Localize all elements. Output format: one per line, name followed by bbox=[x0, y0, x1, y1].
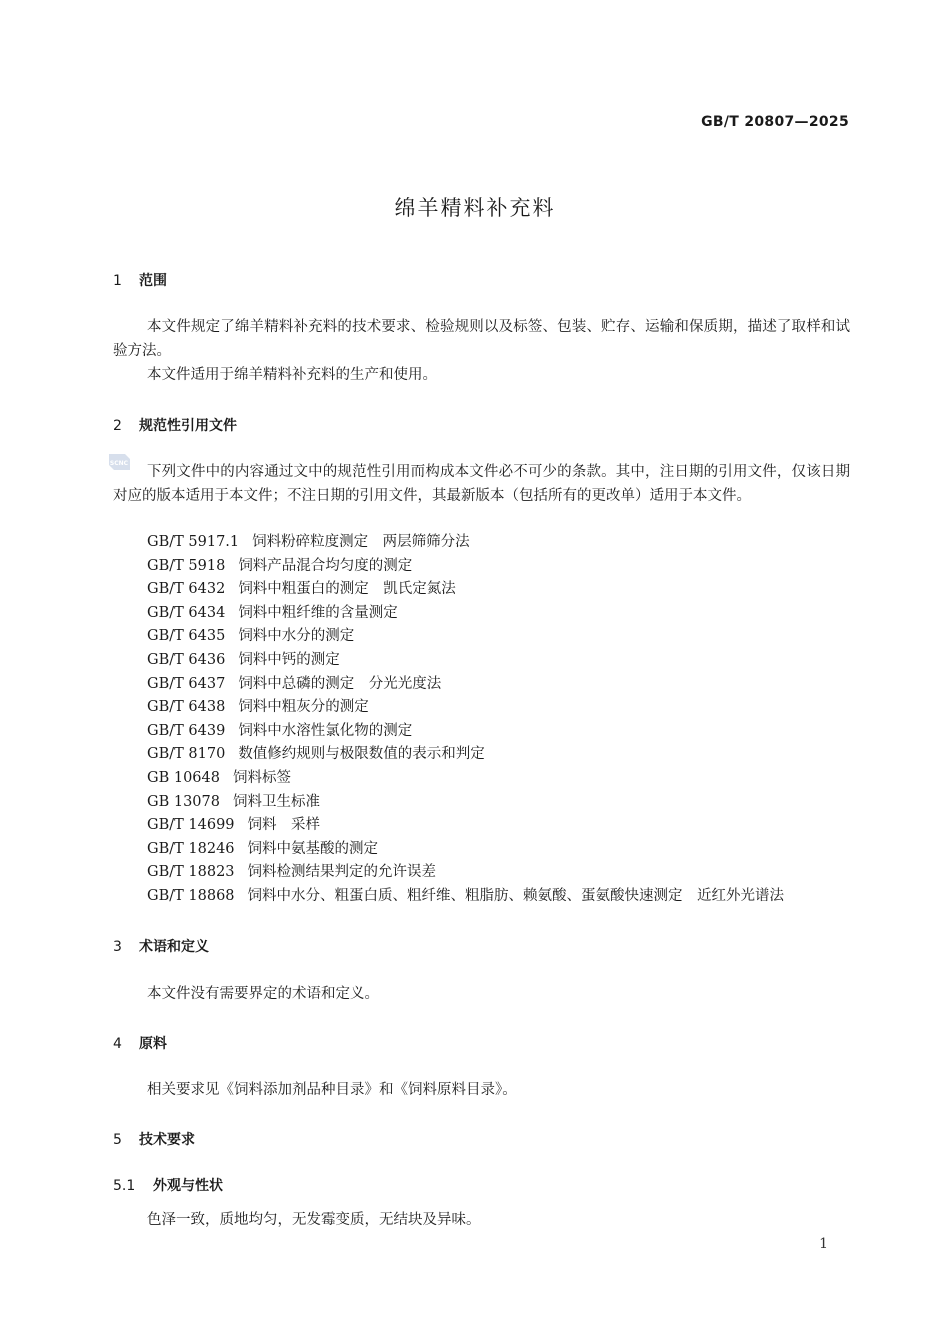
normative-reference-list bbox=[147, 531, 784, 909]
reference-code: GB/T 5918 bbox=[147, 557, 226, 574]
reference-code: GB 10648 bbox=[147, 769, 220, 786]
reference-title: 数值修约规则与极限数值的表示和判定 bbox=[238, 746, 485, 763]
document-title: 绵羊精料补充料 bbox=[394, 196, 556, 220]
reference-code: GB/T 18868 bbox=[147, 887, 235, 904]
reference-code: GB/T 6435 bbox=[147, 628, 226, 645]
page-number: 1 bbox=[819, 1236, 828, 1252]
reference-item bbox=[147, 578, 784, 602]
reference-title: 饲料中粗纤维的含量测定 bbox=[238, 604, 398, 621]
reference-title: 饲料检测结果判定的允许误差 bbox=[247, 864, 437, 881]
reference-item bbox=[147, 649, 784, 673]
reference-code: GB/T 6436 bbox=[147, 651, 226, 668]
reference-code: GB/T 6439 bbox=[147, 722, 226, 739]
reference-code: GB/T 18246 bbox=[147, 840, 235, 857]
reference-item bbox=[147, 838, 784, 862]
section-number: 5 bbox=[113, 1132, 122, 1148]
reference-item bbox=[147, 885, 784, 909]
reference-code: GB/T 6438 bbox=[147, 699, 226, 716]
reference-code: GB/T 18823 bbox=[147, 864, 235, 881]
section-title: 范围 bbox=[139, 273, 167, 289]
section-title: 原料 bbox=[139, 1036, 167, 1052]
section-title: 术语和定义 bbox=[139, 939, 209, 955]
section-number: 4 bbox=[113, 1036, 122, 1052]
reference-item bbox=[147, 791, 784, 815]
section-5-1-heading bbox=[113, 1175, 223, 1195]
reference-item bbox=[147, 673, 784, 697]
reference-item bbox=[147, 814, 784, 838]
reference-item bbox=[147, 743, 784, 767]
section-title: 规范性引用文件 bbox=[139, 418, 237, 434]
section-5-1-paragraph-1: 色泽一致，质地均匀，无发霉变质，无结块及异味。 bbox=[147, 1212, 481, 1228]
reference-item bbox=[147, 625, 784, 649]
section-title: 外观与性状 bbox=[153, 1178, 223, 1194]
section-number: 3 bbox=[113, 939, 122, 955]
reference-title: 饲料中水分、粗蛋白质、粗纤维、粗脂肪、赖氨酸、蛋氨酸快速测定 近红外光谱法 bbox=[247, 887, 785, 904]
reference-title: 饲料粉碎粒度测定 两层筛筛分法 bbox=[252, 534, 470, 550]
reference-title: 饲料中氨基酸的测定 bbox=[247, 840, 379, 857]
section-1-paragraph-2: 本文件适用于绵羊精料补充料的生产和使用。 bbox=[147, 367, 437, 383]
section-title: 技术要求 bbox=[139, 1132, 195, 1148]
reference-item bbox=[147, 555, 784, 579]
reference-item bbox=[147, 602, 784, 626]
reference-item bbox=[147, 720, 784, 744]
reference-title: 饲料中粗蛋白的测定 凯氏定氮法 bbox=[238, 581, 456, 598]
reference-code: GB/T 6434 bbox=[147, 604, 226, 621]
reference-title: 饲料产品混合均匀度的测定 bbox=[238, 557, 413, 574]
section-3-heading bbox=[113, 936, 209, 956]
reference-code: GB/T 6432 bbox=[147, 581, 226, 598]
section-number: 2 bbox=[113, 418, 122, 434]
svg-text:SCNC: SCNC bbox=[109, 460, 129, 467]
reference-code: GB 13078 bbox=[147, 793, 220, 810]
reference-title: 饲料中水溶性氯化物的测定 bbox=[238, 722, 413, 739]
section-3-paragraph-1: 本文件没有需要界定的术语和定义。 bbox=[147, 986, 379, 1002]
reference-title: 饲料卫生标准 bbox=[232, 793, 320, 810]
reference-title: 饲料中总磷的测定 分光光度法 bbox=[238, 675, 442, 692]
section-2-heading bbox=[113, 415, 237, 435]
reference-item bbox=[147, 767, 784, 791]
reference-code: GB/T 14699 bbox=[147, 817, 235, 834]
section-2-paragraph-1: 下列文件中的内容通过文中的规范性引用而构成本文件必不可少的条款。其中，注日期的引用文件，仅该日期对应的版本适用于本文件；不注日期的引用文件，其最新版本（包括所有的更改单）适用于本文件。 bbox=[113, 464, 850, 504]
section-number: 1 bbox=[113, 273, 122, 289]
reference-code: GB/T 8170 bbox=[147, 746, 226, 763]
reference-item bbox=[147, 696, 784, 720]
section-number: 5.1 bbox=[113, 1178, 136, 1194]
section-4-paragraph-1: 相关要求见《饲料添加剂品种目录》和《饲料原料目录》。 bbox=[147, 1082, 517, 1098]
reference-item bbox=[147, 861, 784, 885]
reference-title: 饲料中粗灰分的测定 bbox=[238, 699, 369, 716]
reference-code: GB/T 6437 bbox=[147, 675, 226, 692]
reference-code: GB/T 5917.1 bbox=[147, 534, 240, 550]
reference-title: 饲料中钙的测定 bbox=[238, 651, 340, 668]
section-1-paragraph-1: 本文件规定了绵羊精料补充料的技术要求、检验规则以及标签、包装、贮存、运输和保质期，描述了取样和试验方法。 bbox=[113, 319, 850, 359]
section-4-heading bbox=[113, 1033, 167, 1053]
section-1-heading bbox=[113, 270, 167, 290]
standard-code: GB/T 20807—2025 bbox=[701, 114, 849, 130]
reference-title: 饲料 采样 bbox=[247, 817, 321, 834]
reference-title: 饲料标签 bbox=[232, 769, 291, 786]
reference-item bbox=[147, 531, 784, 555]
reference-title: 饲料中水分的测定 bbox=[238, 628, 355, 645]
section-5-heading bbox=[113, 1129, 195, 1149]
